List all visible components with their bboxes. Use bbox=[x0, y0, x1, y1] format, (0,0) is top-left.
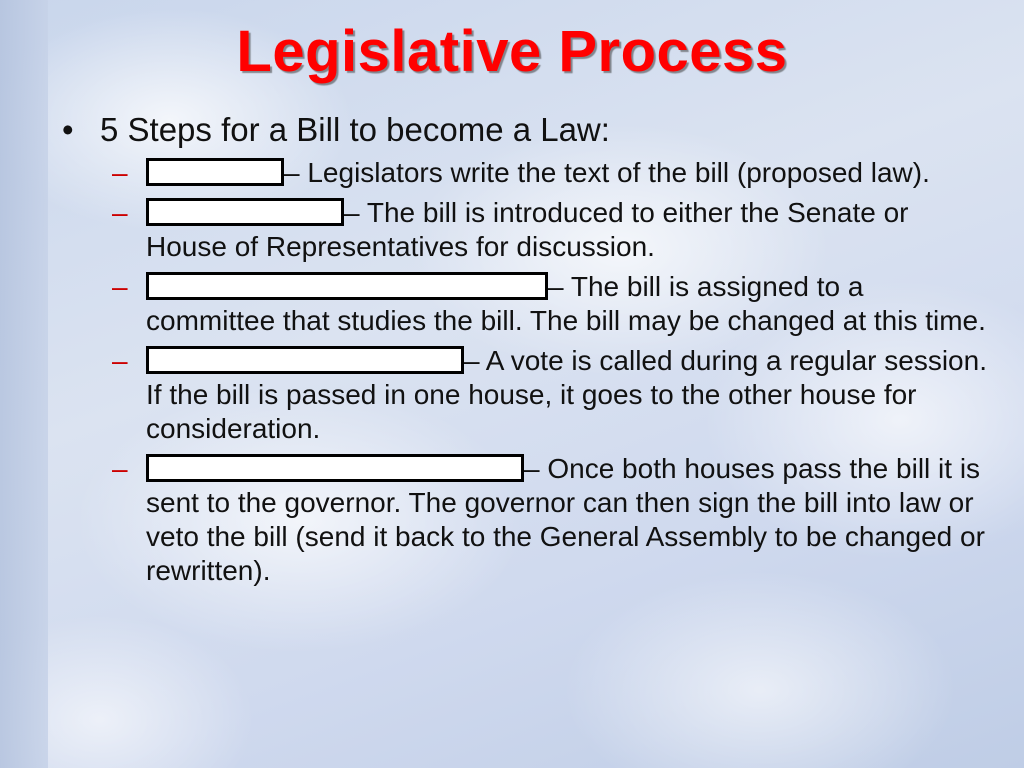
dash-marker: – bbox=[112, 271, 128, 302]
blank-answer-box-4 bbox=[146, 346, 464, 374]
left-decorative-band bbox=[0, 0, 48, 768]
step-text-2: – The bill is introduced to either the Senate or House of Representatives for discussion. bbox=[146, 197, 909, 262]
step-text-5: – Once both houses pass the bill it is sent to the governor. The governor can then sign the bill into law or veto the bill (send it back to the General Assembly to be changed or rewritten). bbox=[146, 453, 985, 586]
slide-title: Legislative Process bbox=[236, 19, 788, 84]
step-item-4 bbox=[62, 344, 992, 446]
step-text-3: – The bill is assigned to a committee that studies the bill. The bill may be changed at this time. bbox=[146, 271, 986, 336]
blank-answer-box-5 bbox=[146, 454, 524, 482]
step-item-3 bbox=[62, 270, 992, 338]
dash-marker: – bbox=[112, 157, 128, 188]
bullet-dot-icon: • bbox=[62, 111, 74, 148]
dash-marker: – bbox=[112, 345, 128, 376]
step-text-1: – Legislators write the text of the bill (proposed law). bbox=[284, 157, 930, 188]
step-item-1 bbox=[62, 156, 992, 190]
blank-answer-box-2 bbox=[146, 198, 344, 226]
dash-marker: – bbox=[112, 453, 128, 484]
steps-list bbox=[62, 156, 992, 588]
blank-answer-box-1 bbox=[146, 158, 284, 186]
main-bullet bbox=[62, 110, 992, 150]
main-bullet-text: 5 Steps for a Bill to become a Law: bbox=[100, 111, 610, 148]
step-item-2 bbox=[62, 196, 992, 264]
blank-answer-box-3 bbox=[146, 272, 548, 300]
dash-marker: – bbox=[112, 197, 128, 228]
step-item-5 bbox=[62, 452, 992, 588]
slide-content bbox=[62, 110, 992, 588]
step-text-4: – A vote is called during a regular session. If the bill is passed in one house, it goes to the other house for consideration. bbox=[146, 345, 987, 444]
